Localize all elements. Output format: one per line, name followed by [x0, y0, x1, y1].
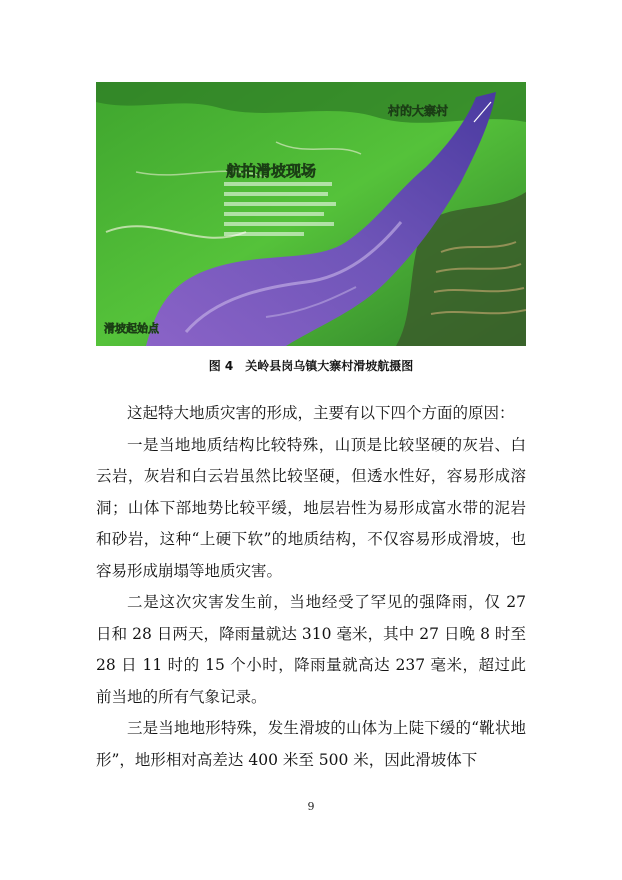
aerial-landslide-photo: [96, 82, 526, 346]
paragraph: 二是这次灾害发生前，当地经受了罕见的强降雨，仅 27 日和 28 日两天，降雨量就达 310 毫米，其中 27 日晚 8 时至 28 日 11 时的 15 个小时，降雨量就高达 237 毫米，超过此前当地的所有气象记录。: [96, 593, 526, 706]
paragraph: 三是当地地形特殊，发生滑坡的山体为上陡下缓的“靴状地形”，地形相对高差达 400 米至 500 米，因此滑坡体下: [96, 719, 526, 769]
body-text: [96, 398, 526, 776]
page-number: 9: [307, 800, 315, 813]
photo-title-label: 航拍滑坡现场: [226, 162, 317, 180]
paragraph: 一是当地地质结构比较特殊，山顶是比较坚硬的灰岩、白云岩，灰岩和白云岩虽然比较坚硬，但透水性好，容易形成溶洞；山体下部地势比较平缓，地层岩性为易形成富水带的泥岩和砂岩，这种“上硬下软”的地质结构，不仅容易形成滑坡，也容易形成崩塌等地质灾害。: [96, 435, 526, 580]
figure-caption: 图 4 关岭县岗乌镇大寨村滑坡航摄图: [208, 359, 414, 373]
slide-start-label: 滑坡起始点: [104, 322, 159, 335]
village-label: 村的大寨村: [388, 104, 449, 118]
paragraph: 这起特大地质灾害的形成，主要有以下四个方面的原因：: [127, 404, 515, 422]
